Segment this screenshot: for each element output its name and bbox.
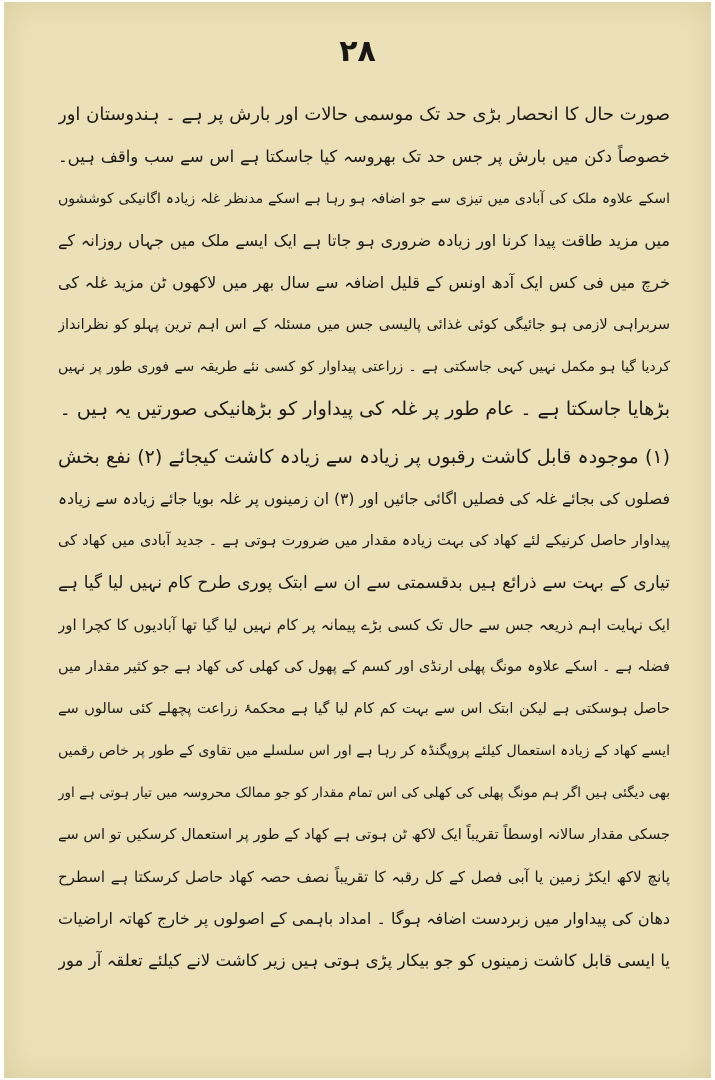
text-line: (۱) موجودہ قابل کاشت رقبوں پر زیادہ سے زیادہ کاشت کیجائے (۲) نفع بخش xyxy=(58,446,670,468)
text-line: حاصل ہوسکتی ہے لیکن ابتک اس سے بہت کم کام لیا گیا ہے محکمۂ زراعت پچھلے کئی سالوں سے xyxy=(58,701,670,717)
text-line: پانچ لاکھ ایکڑ زمین یا آبی فصل کے کل رقبہ کا تقریباً نصف حصہ کھاد حاصل کرسکتا ہے اسطرح xyxy=(58,868,670,886)
text-line: ایسے کھاد کے زیادہ استعمال کیلئے پروپگنڈہ کر رہا ہے اور اس سلسلے میں تقاوی کے طور پر خاص رقمیں xyxy=(58,743,670,759)
text-line: بڑھایا جاسکتا ہے ۔ عام طور پر غلہ کی پیداوار کو بڑھانیکی صورتیں یہ ہیں ۔ xyxy=(59,398,670,420)
text-line: جسکی مقدار سالانہ اوسطاً تقریباً ایک لاکھ ٹن ہوتی ہے کھاد کے طور پر استعمال کرسکیں تو اس سے xyxy=(58,827,670,843)
text-line: صورت حال کا انحصار بڑی حد تک موسمی حالات اور بارش پر ہے ۔ ہندوستان اور xyxy=(58,104,670,125)
body-text xyxy=(58,94,670,982)
text-line: یا ایسی قابل کاشت زمینوں کو جو بیکار پڑی ہوتی ہیں زیر کاشت لانے کیلئے تعلقہ آر مور xyxy=(58,951,670,970)
text-line: اسکے علاوہ ملک کی آبادی میں تیزی سے جو اضافہ ہو رہا ہے اسکے مدنظر غلہ زیادہ اگانیکی کوششوں xyxy=(58,191,670,207)
text-line: پیداوار حاصل کرنیکے لئے کھاد کی بہت زیادہ مقدار میں ضرورت ہوتی ہے ۔ جدید آبادی میں کھاد کی xyxy=(58,533,670,549)
text-line: بھی دیگئی ہیں اگر ہم مونگ پھلی کی کھلی کی اس تمام مقدار کو جو ممالک محروسہ میں تیار ہوتی ہے اور xyxy=(58,785,670,801)
text-line: فصلوں کی بجائے غلہ کی فصلیں اگائی جائیں اور (۳) ان زمینوں پر غلہ بویا جائے زیادہ سے زیادہ xyxy=(58,490,670,508)
text-line: سربراہی لازمی ہو جائیگی کوئی غذائی پالیسی جس میں مسئلہ کے اس اہم ترین پہلو کو نظرانداز xyxy=(58,317,670,333)
text-line: دھان کی پیداوار میں زبردست اضافہ ہوگا ۔ امداد باہمی کے اصولوں پر خارج کھاتہ اراضیات xyxy=(58,909,670,928)
text-line: فضلہ ہے ۔ اسکے علاوہ مونگ پھلی ارنڈی اور کسم کے پھول کی کھلی کی کھاد ہے جو کثیر مقدار میں xyxy=(58,659,670,675)
page-number: ۲۸ xyxy=(339,34,376,69)
text-line: کردیا گیا ہو مکمل نہیں کہی جاسکتی ہے ۔ زراعتی پیداوار کو کسی نئے طریقہ سے فوری طور پر نہیں xyxy=(58,359,670,375)
text-line: خرچ میں فی کس ایک آدھ اونس کے قلیل اضافہ سے سال بھر میں لاکھوں ٹن مزید غلہ کی xyxy=(58,273,670,292)
text-line: خصوصاً دکن میں بارش پر جس حد تک بھروسہ کیا جاسکتا ہے اس سے سب واقف ہیں۔ xyxy=(58,147,670,166)
text-line: تیاری کے بہت سے ذرائع ہیں بدقسمتی سے ان سے ابتک پوری طرح کام نہیں لیا گیا ہے xyxy=(58,573,670,593)
text-line: میں مزید طاقت پیدا کرنا اور زیادہ ضروری ہو جاتا ہے ایک ایسے ملک میں جہاں روزانہ کے xyxy=(58,231,670,250)
scanned-page xyxy=(4,2,711,1078)
text-line: ایک نہایت اہم ذریعہ جس سے حال تک کسی بڑے پیمانہ پر کام نہیں لیا گیا تھا آبادیوں کا کچرا اور xyxy=(58,616,670,634)
